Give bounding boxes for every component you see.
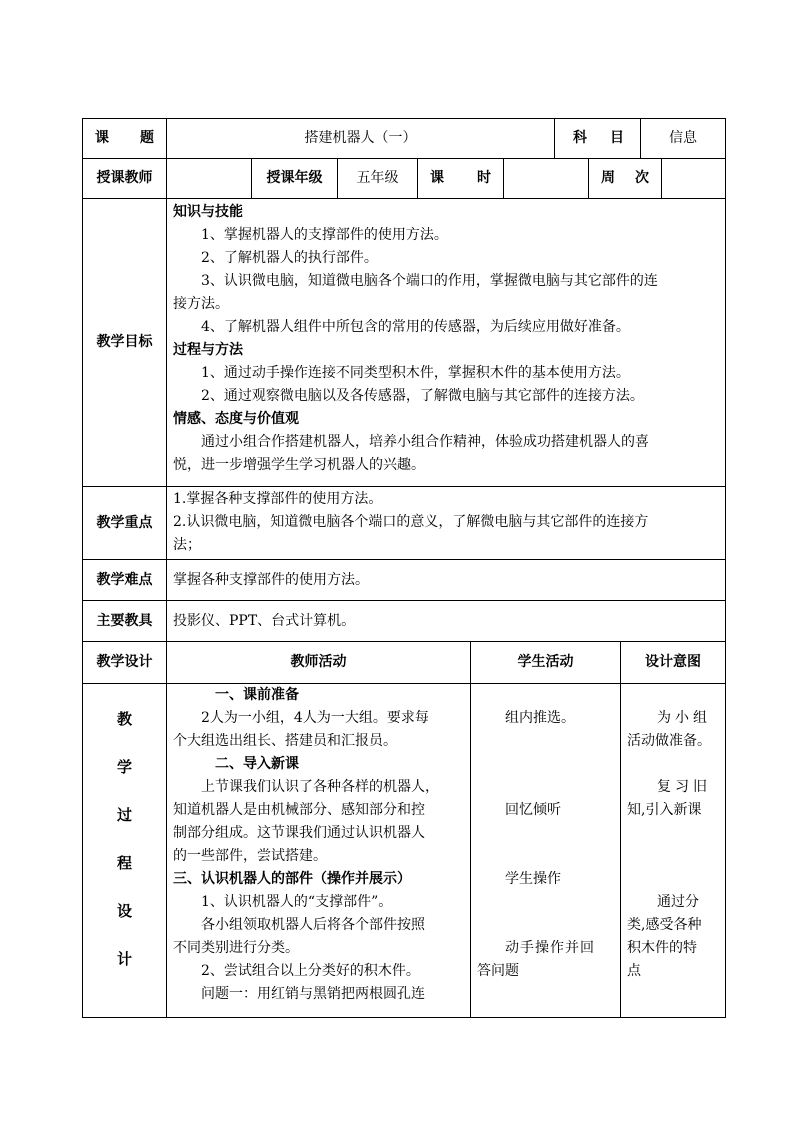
topic-label-char: 题 — [140, 130, 154, 146]
student-activity-line: 回忆倾听 — [505, 802, 561, 818]
design-intent-spacer — [627, 684, 719, 707]
main-table — [82, 198, 726, 1018]
student-activity-line: 动手操作并回 — [505, 940, 595, 956]
objective-item: 1、掌握机器人的支撑部件的使用方法。 — [201, 227, 448, 243]
objective-item: 1、通过动手操作连接不同类型积木件，掌握积木件的基本使用方法。 — [201, 365, 630, 381]
objective-item: 2、了解机器人的执行部件。 — [201, 250, 378, 266]
student-activity-line: 答问题 — [477, 963, 519, 979]
process-label-char: 教 — [116, 710, 132, 728]
teacher-activity-content — [167, 684, 471, 1018]
teacher-activity-line: 知道机器人是由机械部分、感知部分和控 — [173, 802, 425, 818]
period-label — [418, 159, 504, 199]
process-label-char: 设 — [116, 902, 132, 920]
teacher-label: 授课教师 — [83, 159, 167, 199]
student-activity-spacer — [477, 845, 614, 868]
teacher-activity-line: 的一些部件，尝试搭建。 — [173, 848, 327, 864]
design-intent-line: 类,感受各种 — [627, 917, 702, 933]
period-label-char: 时 — [477, 170, 491, 186]
period-value — [504, 159, 589, 199]
objectives-heading-knowledge: 知识与技能 — [173, 204, 243, 220]
teacher-activity-heading: 一、课前准备 — [215, 687, 299, 703]
topic-label-char: 课 — [95, 130, 109, 146]
objectives-heading-process: 过程与方法 — [173, 342, 243, 358]
teacher-activity-header: 教师活动 — [167, 642, 471, 684]
difficulty-content: 掌握各种支撑部件的使用方法。 — [167, 560, 726, 601]
week-label-char: 周 — [601, 170, 616, 186]
design-intent-line: 通过分 — [657, 894, 699, 910]
student-activity-spacer — [477, 914, 614, 937]
objective-item: 3、认识微电脑，知道微电脑各个端口的作用，掌握微电脑与其它部件的连 — [201, 273, 658, 289]
week-label-char: 次 — [635, 170, 650, 186]
design-intent-line: 复习旧 — [657, 779, 711, 795]
teacher-activity-heading: 二、导入新课 — [215, 756, 299, 772]
design-intent-spacer — [627, 753, 719, 776]
design-intent-header: 设计意图 — [621, 642, 726, 684]
objectives-content — [167, 199, 726, 487]
teacher-activity-line: 个大组选出组长、搭建员和汇报员。 — [173, 733, 397, 749]
objective-item-cont: 接方法。 — [173, 296, 229, 312]
key-points-label: 教学重点 — [83, 487, 167, 560]
design-intent-line: 为小组 — [657, 710, 711, 726]
week-value — [662, 159, 726, 199]
grade-value: 五年级 — [338, 159, 418, 199]
teacher-activity-line: 上节课我们认识了各种各样的机器人， — [201, 779, 439, 795]
student-activity-spacer — [477, 730, 614, 753]
student-activity-header: 学生活动 — [471, 642, 621, 684]
topic-label — [83, 119, 167, 159]
grade-label: 授课年级 — [252, 159, 338, 199]
process-label-char: 计 — [116, 950, 132, 968]
objective-item: 4、了解机器人组件中所包含的常用的传感器，为后续应用做好准备。 — [201, 319, 630, 335]
student-activity-line: 组内推选。 — [505, 710, 575, 726]
teacher-activity-heading: 三、认识机器人的部件（操作并展示） — [173, 871, 411, 887]
teacher-value — [167, 159, 252, 199]
teacher-activity-line: 问题一：用红销与黑销把两根圆孔连 — [201, 986, 425, 1002]
design-intent-line: 活动做准备。 — [627, 733, 711, 749]
key-point-item: 2.认识微电脑，知道微电脑各个端口的意义，了解微电脑与其它部件的连接方 — [173, 514, 649, 530]
design-intent-spacer — [627, 822, 719, 845]
header-table — [82, 118, 726, 199]
design-intent-spacer — [627, 845, 719, 868]
design-col-label: 教学设计 — [83, 642, 167, 684]
key-point-item: 1.掌握各种支撑部件的使用方法。 — [173, 491, 383, 507]
student-activity-spacer — [477, 983, 614, 1006]
subject-value: 信息 — [641, 119, 726, 159]
teacher-activity-line: 2人为一小组，4人为一大组。要求每 — [201, 710, 429, 726]
design-intent-content — [621, 684, 726, 1018]
process-vertical-label — [83, 684, 167, 1018]
student-activity-spacer — [477, 891, 614, 914]
subject-label — [555, 119, 641, 159]
student-activity-spacer — [477, 753, 614, 776]
design-intent-spacer — [627, 868, 719, 891]
design-intent-line: 知,引入新课 — [627, 802, 702, 818]
objectives-label: 教学目标 — [83, 199, 167, 487]
difficulty-label: 教学难点 — [83, 560, 167, 601]
student-activity-line: 学生操作 — [505, 871, 561, 887]
week-label — [589, 159, 662, 199]
teacher-activity-line: 1、认识机器人的“支撑部件”。 — [201, 894, 393, 910]
teacher-activity-line: 2、尝试组合以上分类好的积木件。 — [201, 963, 420, 979]
design-intent-line: 点 — [627, 963, 641, 979]
process-label-char: 程 — [116, 854, 132, 872]
teacher-activity-line: 不同类别进行分类。 — [173, 940, 299, 956]
objective-item-cont: 悦，进一步增强学生学习机器人的兴趣。 — [173, 457, 425, 473]
design-intent-spacer — [627, 983, 719, 1006]
period-label-char: 课 — [430, 170, 444, 186]
process-label-char: 学 — [116, 758, 132, 776]
objective-item: 2、通过观察微电脑以及各传感器，了解微电脑与其它部件的连接方法。 — [201, 388, 644, 404]
teacher-activity-line: 制部分组成。这节课我们通过认识机器人 — [173, 825, 425, 841]
process-label-char: 过 — [116, 806, 132, 824]
design-intent-line: 积木件的特 — [627, 940, 697, 956]
topic-value: 搭建机器人（一） — [167, 119, 555, 159]
student-activity-content — [471, 684, 621, 1018]
student-activity-spacer — [477, 822, 614, 845]
key-points-content — [167, 487, 726, 560]
student-activity-spacer — [477, 776, 614, 799]
tools-content: 投影仪、PPT、台式计算机。 — [167, 601, 726, 642]
key-point-item-cont: 法； — [173, 537, 201, 553]
student-activity-spacer — [477, 684, 614, 707]
tools-label: 主要教具 — [83, 601, 167, 642]
subject-label-char: 目 — [610, 130, 625, 146]
subject-label-char: 科 — [573, 130, 588, 146]
objectives-heading-emotion: 情感、态度与价值观 — [173, 411, 299, 427]
teacher-activity-line: 各小组领取机器人后将各个部件按照 — [201, 917, 425, 933]
objective-item: 通过小组合作搭建机器人，培养小组合作精神，体验成功搭建机器人的喜 — [201, 434, 649, 450]
